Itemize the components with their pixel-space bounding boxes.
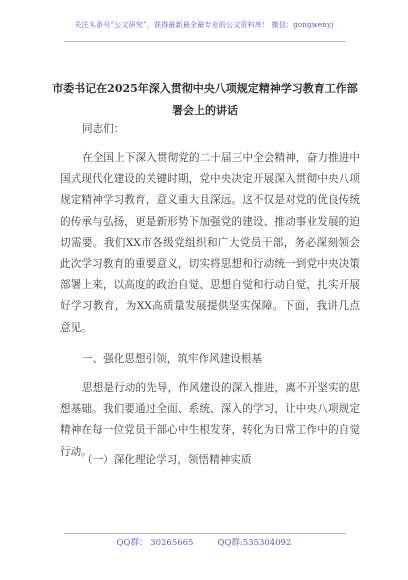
header-divider: [64, 41, 346, 42]
footer: [0, 536, 408, 548]
footer-divider: [64, 533, 346, 534]
header-banner: 关注头条号“公文研究”，获得最新最全最专业的公文资料库！ 微信：gongwenyj: [74, 21, 334, 29]
section-heading: 一、强化思想引领，筑牢作风建设根基: [82, 353, 263, 365]
paragraph-intro: 在全国上下深入贯彻党的二十届三中全会精神，奋力推进中国式现代化建设的关键时期，党中央决定开展深入贯彻中央八项规定精神学习教育，意义重大且深远。这不仅是对党的优良传统的传承与弘扬，更是新形势下加强党的建设、推动事业发展的迫切需要。我们XX市各级党组织和广大党员干部，务必深刻领会此次学习教育的重要意义，切实将思想和行动统一到党中央决策部署上来，以高度的政治自觉、思想自觉和行动自觉，扎实开展好学习教育，为XX高质量发展提供坚实保障。下面，我讲几点意见。: [60, 152, 360, 334]
subsection-heading: （一）深化理论学习，领悟精神实质: [82, 454, 252, 466]
footer-qq-group-1: QQ群： 30265665: [116, 538, 194, 548]
footer-qq-group-2: QQ群:535304092: [217, 538, 292, 548]
paragraph-section-one: 思想是行动的先导，作风建设的深入推进，离不开坚实的思想基础。我们要通过全面、系统、深入的学习，让中央八项规定精神在每一位党员干部心中生根发芽，转化为日常工作中的自觉行动。: [60, 382, 360, 458]
greeting: 同志们：: [82, 123, 125, 135]
document-title: 市委书记在2025年深入贯彻中央八项规定精神学习教育工作部署会上的讲话: [52, 82, 358, 117]
